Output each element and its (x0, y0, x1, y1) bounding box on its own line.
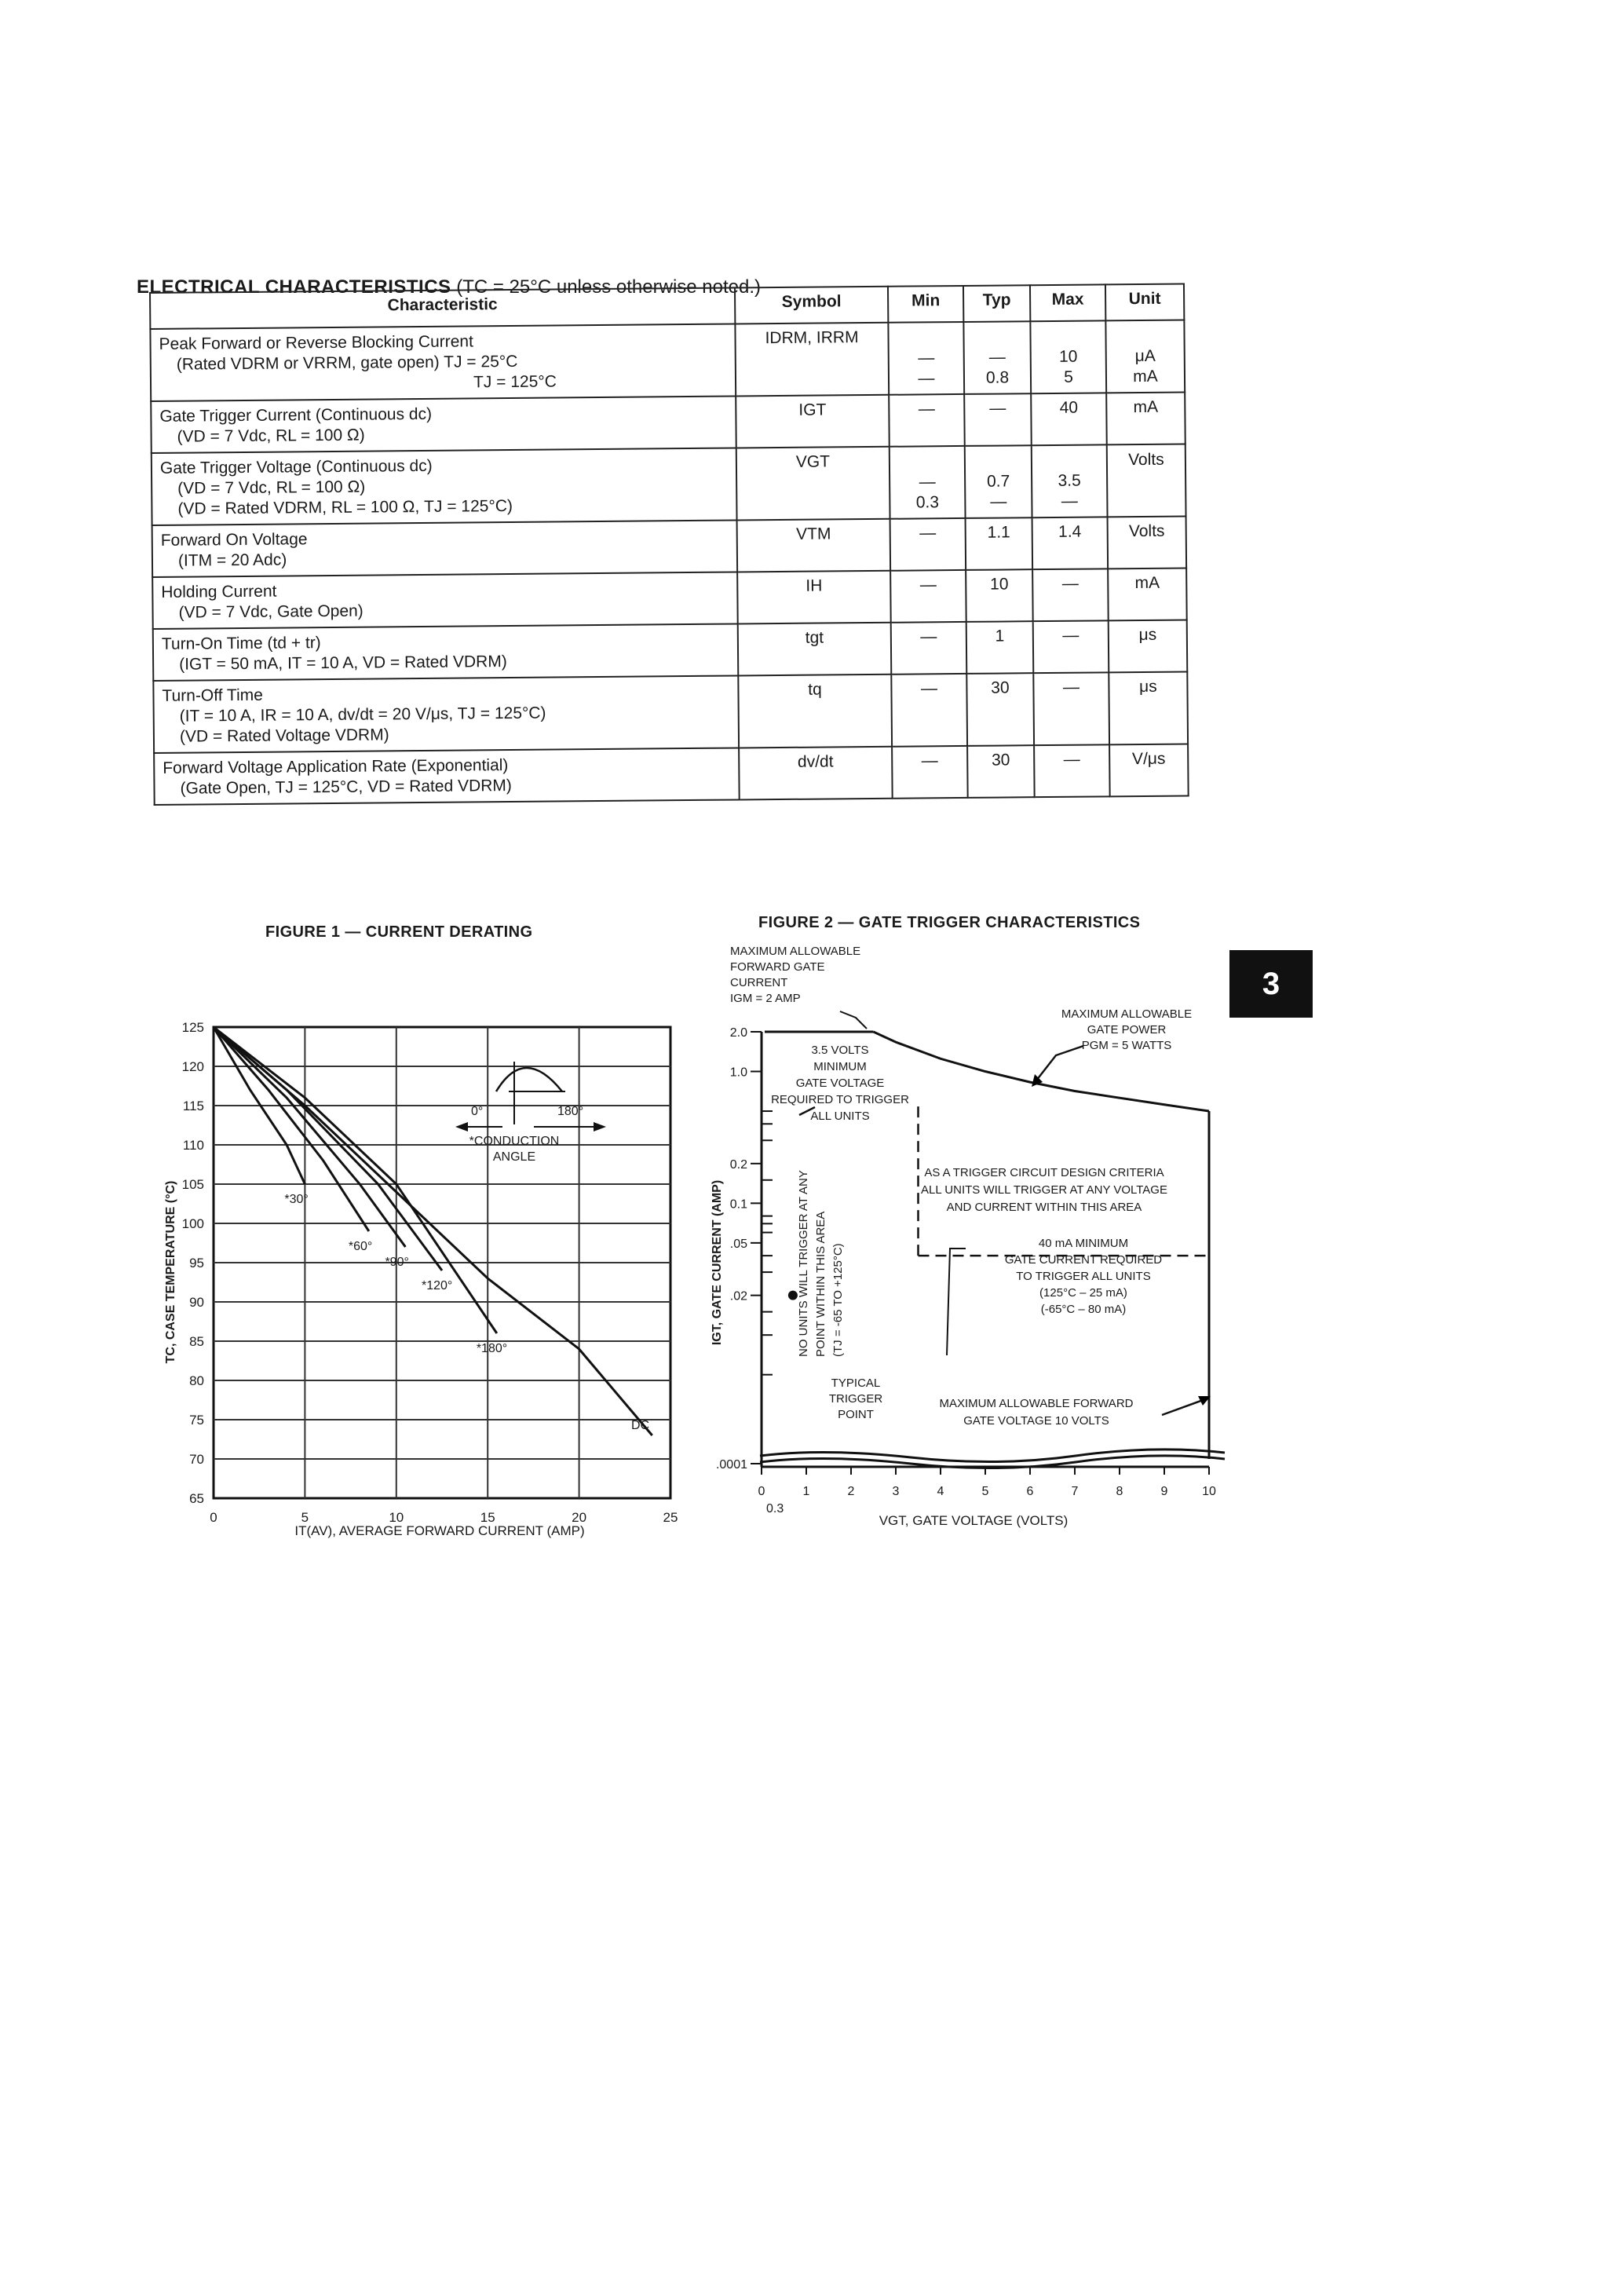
y-tick-label: 105 (181, 1177, 204, 1192)
x-tick-label: 20 (572, 1510, 587, 1525)
min-cell: — — (888, 322, 964, 395)
grid (214, 1027, 670, 1498)
typ-cell: 30 (967, 745, 1035, 798)
typ-cell: 1.1 (966, 517, 1033, 570)
table-row (154, 744, 1189, 804)
max-cell: 10 5 (1030, 320, 1106, 393)
min-cell: — (892, 746, 968, 799)
header-typ: Typ (963, 285, 1030, 322)
figure-2-gate-trigger-chart (707, 933, 1240, 1545)
x-tick-label: 0 (210, 1510, 217, 1525)
x-tick-label: 10 (1202, 1485, 1216, 1498)
max-forward-voltage-label: MAXIMUM ALLOWABLE FORWARD (939, 1397, 1134, 1410)
y-tick-label: 100 (181, 1216, 204, 1231)
y-tick-label: 90 (189, 1295, 204, 1310)
min-gate-current-label: 40 mA MINIMUM (1038, 1237, 1129, 1250)
figure-1-title: FIGURE 1 — CURRENT DERATING (265, 923, 533, 941)
label-180-deg: 180° (557, 1105, 584, 1118)
unit-cell: μs (1109, 620, 1188, 672)
x-tick-label: 25 (663, 1510, 678, 1525)
min-gate-voltage-label: ALL UNITS (810, 1110, 870, 1123)
characteristic-cell: Forward On Voltage (ITM = 20 Adc) (152, 520, 738, 576)
unit-cell: Volts (1107, 444, 1186, 517)
y-tick-label: 0.1 (729, 1197, 747, 1212)
typ-cell: — 0.8 (963, 321, 1031, 394)
table-row (152, 568, 1187, 628)
unit-cell: Volts (1108, 516, 1187, 569)
y-tick-label: 95 (189, 1256, 204, 1270)
typical-trigger-label: POINT (838, 1408, 874, 1421)
min-gate-voltage-label: REQUIRED TO TRIGGER (771, 1093, 909, 1106)
series-line (214, 1027, 442, 1270)
x-tick-label: 7 (1071, 1485, 1079, 1498)
x-tick-label: 6 (1026, 1485, 1034, 1498)
max-forward-current-label: MAXIMUM ALLOWABLE (730, 945, 861, 958)
max-gate-power-label: PGM = 5 WATTS (1081, 1039, 1172, 1052)
conduction-label: *CONDUCTION (469, 1135, 560, 1148)
x-tick-label: 4 (937, 1485, 944, 1498)
max-gate-power-label: MAXIMUM ALLOWABLE (1061, 1007, 1193, 1021)
arrow-icon (1036, 1046, 1083, 1080)
max-gate-power-label: GATE POWER (1087, 1023, 1167, 1036)
min-gate-voltage-label: GATE VOLTAGE (795, 1077, 885, 1090)
typical-trigger-label: TRIGGER (828, 1392, 883, 1406)
y-axis-label: TC, CASE TEMPERATURE (°C) (164, 1180, 177, 1364)
characteristic-cell: Forward Voltage Application Rate (Exponential) (Gate Open, TJ = 125°C, VD = Rated VDRM) (154, 748, 740, 804)
min-cell: — (890, 570, 966, 623)
design-criteria-label: AS A TRIGGER CIRCUIT DESIGN CRITERIA (924, 1166, 1164, 1179)
min-gate-current-label: TO TRIGGER ALL UNITS (1016, 1270, 1151, 1283)
x-tick-label: 0 (758, 1485, 765, 1498)
section-tab: 3 (1229, 950, 1313, 1018)
max-cell: — (1033, 620, 1109, 673)
y-tick-label: 110 (182, 1138, 204, 1153)
arrow-icon (1162, 1399, 1205, 1415)
characteristic-cell: Gate Trigger Voltage (Continuous dc) (VD = 7 Vdc, RL = 100 Ω) (VD = Rated VDRM, RL = 100 Ω, TJ = 125°C) (152, 448, 737, 525)
header-symbol: Symbol (735, 287, 888, 324)
characteristic-cell: Turn-Off Time (IT = 10 A, IR = 10 A, dv/dt = 20 V/μs, TJ = 125°C) (VD = Rated Voltage VDRM) (153, 675, 739, 752)
series-label: *180° (476, 1342, 508, 1355)
min-cell: — (889, 394, 965, 447)
x-tick-label: 2 (847, 1485, 855, 1498)
symbol-cell: VGT (736, 447, 890, 521)
min-gate-voltage-label: MINIMUM (813, 1060, 867, 1073)
arrow-left-icon (455, 1122, 468, 1132)
characteristic-cell: Turn-On Time (td + tr) (IGT = 50 mA, IT = 10 A, VD = Rated VDRM) (153, 623, 739, 680)
max-forward-current-label: IGM = 2 AMP (730, 992, 801, 1005)
series-label: *60° (348, 1240, 373, 1253)
annotations (730, 945, 1211, 1428)
characteristic-cell: Gate Trigger Current (Continuous dc) (VD = 7 Vdc, RL = 100 Ω) (151, 396, 736, 452)
min-gate-voltage-label: 3.5 VOLTS (811, 1044, 869, 1057)
symbol-cell: dv/dt (739, 747, 893, 800)
characteristic-cell: Holding Current (VD = 7 Vdc, Gate Open) (152, 572, 738, 628)
no-trigger-area-label: (TJ = -65 TO +125°C) (831, 1243, 845, 1357)
min-gate-current-label: GATE CURRENT REQUIRED (1004, 1253, 1163, 1267)
symbol-cell: IDRM, IRRM (735, 323, 889, 397)
header-characteristic: Characteristic (150, 287, 735, 328)
unit-cell: mA (1108, 568, 1187, 620)
conduction-angle-inset (455, 1062, 606, 1164)
y-tick-label: .0001 (715, 1458, 747, 1472)
label-0-deg: 0° (471, 1105, 484, 1118)
y-tick-label: .02 (729, 1289, 747, 1303)
axis-ticks (182, 1020, 678, 1525)
y-tick-label: 75 (189, 1413, 204, 1428)
unit-cell: mA (1106, 392, 1185, 444)
angle-label: ANGLE (492, 1150, 536, 1164)
x-axis-label: VGT, GATE VOLTAGE (VOLTS) (879, 1513, 1069, 1528)
y-tick-label: 2.0 (729, 1026, 747, 1040)
figure-2-title: FIGURE 2 — GATE TRIGGER CHARACTERISTICS (758, 914, 1141, 931)
table-row (152, 516, 1187, 576)
y-tick-label: .05 (729, 1237, 747, 1251)
half-wave-icon (496, 1068, 562, 1091)
x-tick-label: 0.3 (765, 1502, 784, 1515)
max-forward-current-label: FORWARD GATE (730, 960, 825, 974)
max-cell: — (1033, 672, 1109, 745)
min-gate-current-label: (125°C – 25 mA) (1039, 1286, 1127, 1300)
characteristic-cell: Peak Forward or Reverse Blocking Current (Rated VDRM or VRRM, gate open) TJ = 25°C TJ = 125°C (150, 324, 736, 400)
min-cell: — 0.3 (890, 446, 966, 519)
arrow-right-icon (594, 1122, 606, 1132)
min-cell: — (891, 674, 967, 747)
y-tick-label: 1.0 (729, 1066, 747, 1080)
max-forward-voltage-label: GATE VOLTAGE 10 VOLTS (963, 1414, 1109, 1428)
series-label: *30° (284, 1193, 309, 1206)
symbol-cell: tgt (738, 623, 892, 676)
no-trigger-area-label: NO UNITS WILL TRIGGER AT ANY (797, 1170, 810, 1357)
table-title: ELECTRICAL CHARACTERISTICS (TC = 25°C unless otherwise noted.) (137, 276, 762, 298)
unit-cell: μs (1109, 671, 1188, 744)
x-tick-label: 1 (802, 1485, 810, 1498)
min-cell: — (890, 518, 966, 571)
x-axis-label: IT(AV), AVERAGE FORWARD CURRENT (AMP) (294, 1523, 585, 1538)
symbol-cell: tq (738, 675, 892, 748)
max-cell: — (1032, 569, 1109, 621)
max-cell: 40 (1031, 393, 1107, 445)
min-cell: — (891, 622, 967, 675)
arrow-icon (947, 1249, 966, 1355)
table-row (152, 444, 1186, 525)
table-row (153, 671, 1188, 752)
y-tick-label: 85 (189, 1334, 204, 1349)
series-label: *120° (422, 1279, 453, 1292)
min-gate-current-label: (-65°C – 80 mA) (1040, 1303, 1127, 1316)
symbol-cell: IH (737, 571, 891, 624)
header-unit: Unit (1105, 283, 1184, 320)
y-tick-label: 115 (182, 1099, 204, 1113)
max-forward-current-label: CURRENT (730, 976, 788, 989)
x-tick-label: 10 (389, 1510, 404, 1525)
max-cell: 3.5 — (1032, 444, 1108, 517)
design-criteria-label: AND CURRENT WITHIN THIS AREA (946, 1201, 1142, 1214)
series-label: *90° (385, 1256, 409, 1269)
typ-cell: 30 (966, 673, 1034, 746)
design-criteria-label: ALL UNITS WILL TRIGGER AT ANY VOLTAGE (921, 1183, 1167, 1197)
table-row (151, 392, 1185, 452)
dc-label: DC (631, 1419, 650, 1432)
typ-cell: 10 (966, 569, 1033, 622)
y-tick-label: 70 (189, 1452, 204, 1467)
y-tick-label: 80 (189, 1373, 204, 1388)
table-row (150, 320, 1185, 400)
header-max: Max (1030, 284, 1105, 321)
header-min: Min (888, 286, 963, 323)
symbol-cell: IGT (736, 395, 890, 448)
no-trigger-area-label: POINT WITHIN THIS AREA (814, 1211, 827, 1357)
x-tick-label: 3 (892, 1485, 900, 1498)
max-cell: — (1034, 744, 1110, 797)
y-axis-label: IGT, GATE CURRENT (AMP) (711, 1179, 724, 1346)
series-line (214, 1027, 652, 1435)
max-cell: 1.4 (1032, 517, 1109, 569)
electrical-characteristics-table (149, 283, 1189, 805)
table-row (153, 620, 1188, 680)
typical-trigger-label: TYPICAL (831, 1377, 881, 1390)
x-tick-label: 9 (1160, 1485, 1168, 1498)
unit-cell: V/μs (1109, 744, 1189, 796)
x-tick-label: 8 (1116, 1485, 1123, 1498)
x-tick-label: 5 (981, 1485, 989, 1498)
arrow-icon (840, 1011, 867, 1029)
y-tick-label: 65 (189, 1491, 204, 1506)
typ-cell: — (964, 393, 1032, 446)
y-tick-label: 120 (181, 1059, 204, 1074)
y-tick-label: 125 (181, 1020, 204, 1035)
typ-cell: 0.7 — (965, 445, 1032, 518)
figure-1-current-derating-chart (157, 1013, 699, 1547)
series-lines (214, 1027, 652, 1435)
y-tick-label: 0.2 (729, 1157, 747, 1172)
x-tick-label: 15 (480, 1510, 495, 1525)
x-tick-label: 5 (301, 1510, 309, 1525)
typ-cell: 1 (966, 621, 1034, 674)
unit-cell: μA mA (1105, 320, 1185, 393)
symbol-cell: VTM (737, 519, 891, 572)
